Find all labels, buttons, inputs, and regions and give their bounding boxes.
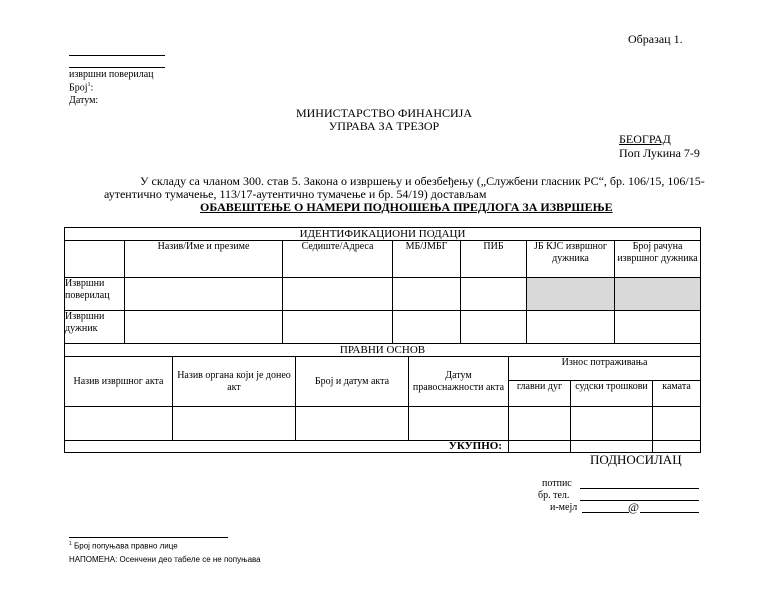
subcol-main-debt: главни дуг	[509, 381, 571, 407]
street-address: Поп Лукина 7-9	[619, 146, 700, 160]
email-label: и-мејл	[550, 502, 578, 513]
debtor-account-cell[interactable]	[615, 311, 701, 344]
signature-line[interactable]	[580, 488, 699, 489]
header-empty-cell	[65, 241, 125, 278]
phone-label: бр. тел.	[538, 490, 570, 501]
act-name-cell[interactable]	[65, 407, 173, 441]
date-label: Датум:	[69, 95, 99, 106]
interest-cell[interactable]	[653, 407, 701, 441]
document-title: ОБАВЕШТЕЊЕ О НАМЕРИ ПОДНОШЕЊА ПРЕДЛОГА ЗА ИЗВРШЕЊЕ	[200, 200, 613, 214]
debtor-jbkjs-cell[interactable]	[527, 311, 615, 344]
number-label: Број$^1$:	[69, 82, 94, 94]
col-organ-header: Назив органа који је донео акт	[173, 357, 296, 407]
total-costs-cell[interactable]	[571, 441, 653, 453]
row-debtor-label: Извршни дужник	[65, 311, 125, 344]
col-finality-date-header: Датум правоснажности акта	[409, 357, 509, 407]
email-user-line[interactable]	[582, 512, 629, 513]
debtor-mb-cell[interactable]	[393, 311, 461, 344]
col-pib-header: ПИБ	[461, 241, 527, 278]
creditor-account-shaded-cell	[615, 278, 701, 311]
ministry-name: МИНИСТАРСТВО ФИНАНСИЈА	[295, 106, 473, 120]
total-interest-cell[interactable]	[653, 441, 701, 453]
total-label: УКУПНО:	[65, 441, 509, 453]
subcol-interest: камата	[653, 381, 701, 407]
email-at-sign: @	[628, 500, 640, 514]
organ-cell[interactable]	[173, 407, 296, 441]
creditor-pib-cell[interactable]	[461, 278, 527, 311]
legal-basis-table	[64, 343, 701, 453]
creditor-jbkjs-shaded-cell	[527, 278, 615, 311]
col-amount-header: Износ потраживања	[509, 357, 701, 381]
col-act-number-header: Број и датум акта	[296, 357, 409, 407]
debtor-name-cell[interactable]	[125, 311, 283, 344]
city: БЕОГРАД	[619, 132, 671, 146]
col-mb-header: МБ/ЈМБГ	[393, 241, 461, 278]
footnote-note: НАПОМЕНА: Осенчени део табеле се не попуњава	[69, 555, 261, 564]
col-address-header: Седиште/Адреса	[283, 241, 393, 278]
main-debt-cell[interactable]	[509, 407, 571, 441]
act-number-cell[interactable]	[296, 407, 409, 441]
creditor-name-line-2	[69, 67, 165, 68]
row-creditor-label: Извршни поверилац	[65, 278, 125, 311]
creditor-name-cell[interactable]	[125, 278, 283, 311]
identification-section-title: ИДЕНТИФИКАЦИОНИ ПОДАЦИ	[65, 228, 701, 241]
submitter-title: ПОДНОСИЛАЦ	[590, 452, 682, 467]
footnote-1: $^1$ Број попуњава правно лице	[69, 541, 178, 551]
intro-line-1: У складу са чланом 300. став 5. Закона о извршењу и обезбеђењу („Службени гласник РС“, бр. 106/15, 106/15-	[140, 174, 705, 188]
email-domain-line[interactable]	[640, 512, 699, 513]
col-account-header: Број рачуна извршног дужника	[615, 241, 701, 278]
creditor-address-cell[interactable]	[283, 278, 393, 311]
finality-date-cell[interactable]	[409, 407, 509, 441]
subcol-court-costs: судски трошкови	[571, 381, 653, 407]
signature-label: потпис	[542, 478, 572, 489]
creditor-name-line	[69, 55, 165, 56]
col-jbkjs-header: ЈБ КЈС извршног дужника	[527, 241, 615, 278]
form-number: Образац 1.	[628, 32, 683, 46]
creditor-label: извршни поверилац	[69, 69, 154, 80]
identification-table	[64, 227, 701, 344]
legal-basis-section-title: ПРАВНИ ОСНОВ	[65, 344, 701, 357]
total-main-debt-cell[interactable]	[509, 441, 571, 453]
debtor-address-cell[interactable]	[283, 311, 393, 344]
footnote-separator	[69, 537, 228, 538]
col-name-header: Назив/Име и презиме	[125, 241, 283, 278]
creditor-mb-cell[interactable]	[393, 278, 461, 311]
court-costs-cell[interactable]	[571, 407, 653, 441]
debtor-pib-cell[interactable]	[461, 311, 527, 344]
col-act-header: Назив извршног акта	[65, 357, 173, 407]
intro-line-2: аутентично тумачење, 113/17-аутентично тумачење и бр. 54/19) достављам	[104, 187, 487, 201]
phone-line[interactable]	[580, 500, 699, 501]
treasury-name: УПРАВА ЗА ТРЕЗОР	[328, 119, 440, 133]
